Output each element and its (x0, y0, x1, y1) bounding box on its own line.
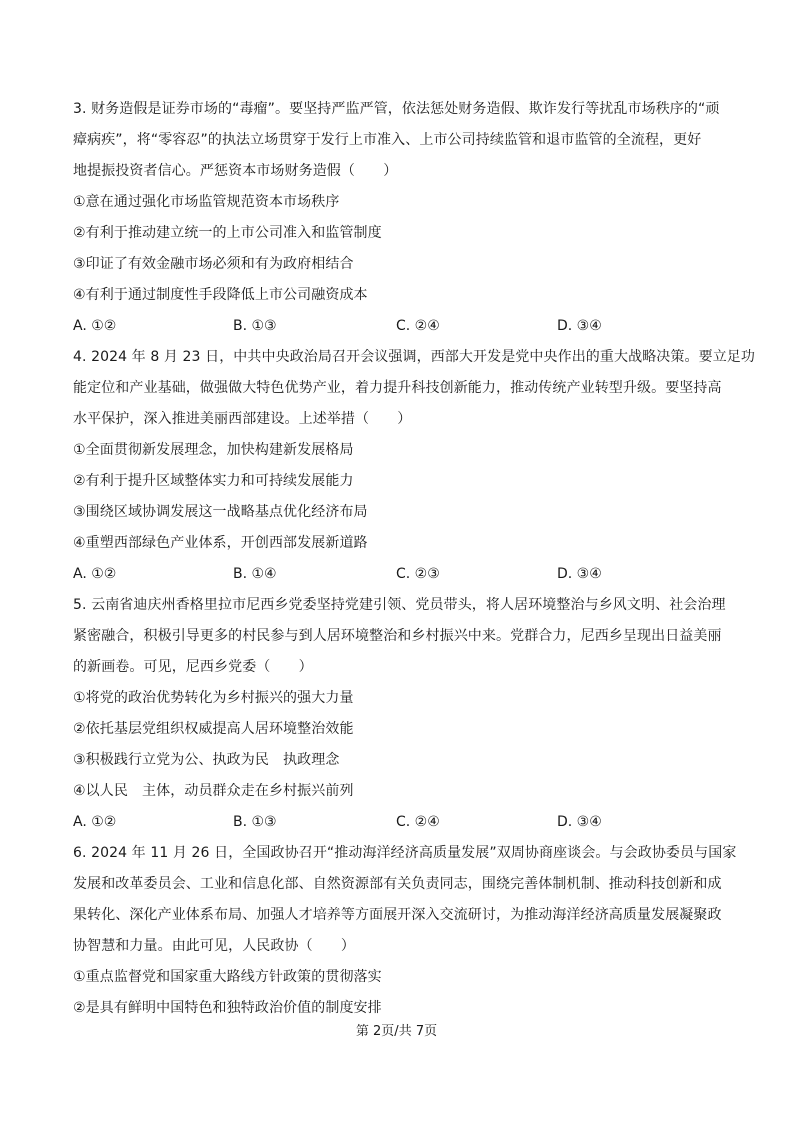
statement-item: ①意在通过强化市场监管规范资本市场秩序 (73, 194, 340, 210)
question-stem-line: 水平保护，深入推进美丽西部建设。上述举措（ ） (73, 411, 412, 427)
statement-item: ①全面贯彻新发展理念，加快构建新发展格局 (73, 442, 354, 458)
question-stem-line: 3. 财务造假是证券市场的“毒瘤”。要坚持严监严管，依法惩处财务造假、欺诈发行等扰乱市场秩序的“顽 (73, 101, 720, 117)
answer-options (73, 311, 723, 342)
option-b: B. ①③ (233, 814, 277, 830)
question-5 (73, 590, 726, 838)
statement-item: ③印证了有效金融市场必须和有为政府相结合 (73, 256, 354, 272)
option-a: A. ①② (73, 318, 117, 334)
statement-item: ④有利于通过制度性手段降低上市公司融资成本 (73, 287, 368, 303)
statement-item: ①将党的政治优势转化为乡村振兴的强大力量 (73, 690, 354, 706)
question-3 (73, 94, 723, 342)
question-stem-line: 发展和改革委员会、工业和信息化部、自然资源部有关负责同志，围绕完善体制机制、推动科技创新和成 (73, 876, 722, 892)
answer-options (73, 559, 723, 590)
question-stem-line: 地提振投资者信心。严惩资本市场财务造假（ ） (73, 163, 398, 179)
option-a: A. ①② (73, 814, 117, 830)
option-c: C. ②④ (396, 814, 440, 830)
option-c: C. ②③ (396, 566, 440, 582)
statement-item: ②有利于提升区域整体实力和可持续发展能力 (73, 473, 354, 489)
page-number: 第 2页/共 7页 (355, 1024, 438, 1039)
statement-item: ③围绕区域协调发展这一战略基点优化经济布局 (73, 504, 368, 520)
question-content (73, 94, 756, 1024)
statement-item: ④以人民 主体，动员群众走在乡村振兴前列 (73, 783, 354, 799)
statement-item: ④重塑西部绿色产业体系，开创西部发展新道路 (73, 535, 368, 551)
question-stem-line: 的新画卷。可见，尼西乡党委（ ） (73, 659, 313, 675)
option-b: B. ①④ (233, 566, 277, 582)
question-stem-line: 果转化、深化产业体系布局、加强人才培养等方面展开深入交流研讨，为推动海洋经济高质量发展凝聚政 (73, 907, 722, 923)
question-stem-line: 6. 2024 年 11 月 26 日，全国政协召开“推动海洋经济高质量发展”双周协商座谈会。与会政协委员与国家 (73, 845, 737, 861)
statement-item: ②是具有鲜明中国特色和独特政治价值的制度安排 (73, 1000, 382, 1016)
question-stem-line: 4. 2024 年 8 月 23 日，中共中央政治局召开会议强调，西部大开发是党中央作出的重大战略决策。要立足功 (73, 349, 756, 365)
question-4 (73, 342, 756, 590)
statement-item: ③积极践行立党为公、执政为民 执政理念 (73, 752, 340, 768)
question-stem-line: 5. 云南省迪庆州香格里拉市尼西乡党委坚持党建引领、党员带头，将人居环境整治与乡风文明、社会治理 (73, 597, 726, 613)
option-b: B. ①③ (233, 318, 277, 334)
answer-options (73, 807, 723, 838)
question-stem-line: 能定位和产业基础，做强做大特色优势产业，着力提升科技创新能力，推动传统产业转型升级。要坚持高 (73, 380, 722, 396)
statement-item: ①重点监督党和国家重大路线方针政策的贯彻落实 (73, 969, 382, 985)
question-stem-line: 紧密融合，积极引导更多的村民参与到人居环境整治和乡村振兴中来。党群合力，尼西乡呈现出日益美丽 (73, 628, 722, 644)
option-a: A. ①② (73, 566, 117, 582)
option-d: D. ③④ (557, 814, 602, 830)
question-6 (73, 838, 737, 1024)
question-stem-line: 瘴病疾”，将“零容忍”的执法立场贯穿于发行上市准入、上市公司持续监管和退市监管的全流程，更好 (73, 132, 702, 148)
option-c: C. ②④ (396, 318, 440, 334)
statement-item: ②有利于推动建立统一的上市公司准入和监管制度 (73, 225, 382, 241)
statement-item: ②依托基层党组织权威提高人居环境整治效能 (73, 721, 354, 737)
option-d: D. ③④ (557, 566, 602, 582)
option-d: D. ③④ (557, 318, 602, 334)
question-stem-line: 协智慧和力量。由此可见，人民政协（ ） (73, 938, 355, 954)
